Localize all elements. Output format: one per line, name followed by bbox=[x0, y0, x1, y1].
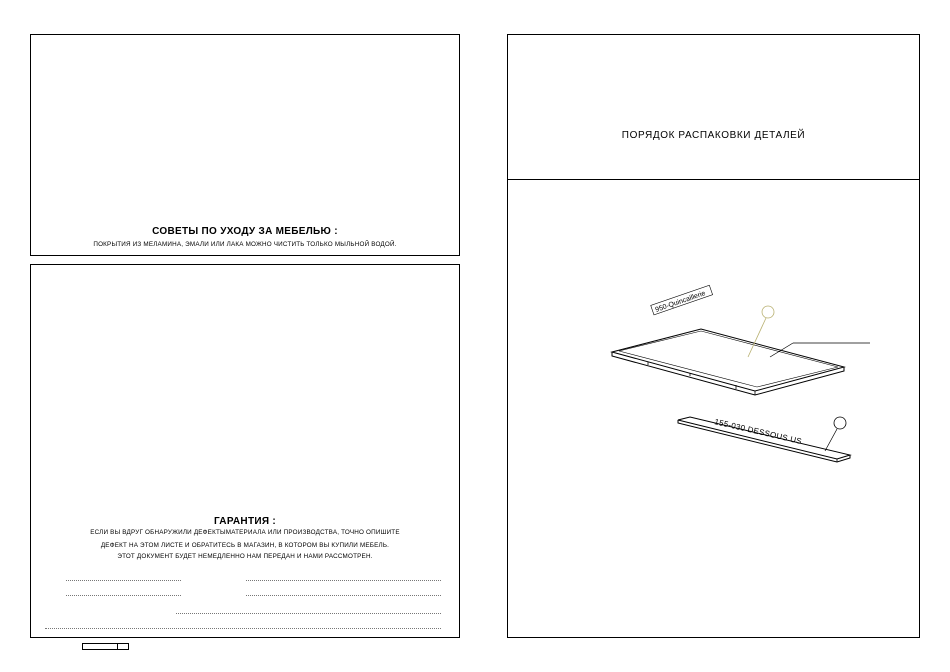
unpacking-panel bbox=[507, 34, 920, 638]
warranty-text-line: ЭТОТ ДОКУМЕНТ БУДЕТ НЕМЕДЛЕННО НАМ ПЕРЕДАН И НАМИ РАССМОТРЕН. bbox=[117, 553, 373, 560]
fill-line[interactable] bbox=[66, 595, 181, 596]
care-tips-text: ПОКРЫТИЯ ИЗ МЕЛАМИНА, ЭМАЛИ ИЛИ ЛАКА МОЖНО ЧИСТИТЬ ТОЛЬКО МЫЛЬНОЙ ВОДОЙ. bbox=[93, 241, 397, 248]
fill-line[interactable] bbox=[176, 613, 441, 614]
large-panel-part bbox=[612, 329, 844, 395]
warranty-title: ГАРАНТИЯ : bbox=[213, 516, 277, 527]
warranty-text-line: ДЕФЕКТ НА ЭТОМ ЛИСТЕ И ОБРАТИТЕСЬ В МАГАЗИН, В КОТОРОМ ВЫ КУПИЛИ МЕБЕЛЬ. bbox=[100, 542, 390, 549]
board-part-label-text: 155-030 DESSOUS US bbox=[713, 417, 803, 447]
fill-line[interactable] bbox=[246, 595, 441, 596]
footer-box-cell bbox=[117, 644, 118, 649]
warranty-panel bbox=[30, 264, 460, 638]
board-part-callout bbox=[825, 417, 846, 451]
top-part-label bbox=[651, 285, 713, 315]
footer-code-box bbox=[82, 643, 129, 650]
fill-line[interactable] bbox=[66, 580, 181, 581]
board-part bbox=[678, 417, 850, 462]
top-part-label-text: 950-Quincaillerie bbox=[654, 290, 707, 314]
top-part-callout bbox=[748, 306, 870, 357]
care-tips-title: СОВЕТЫ ПО УХОДУ ЗА МЕБЕЛЬЮ : bbox=[152, 226, 338, 237]
unpacking-title: ПОРЯДОК РАСПАКОВКИ ДЕТАЛЕЙ bbox=[621, 130, 806, 141]
unpacking-drawing bbox=[508, 35, 921, 639]
care-tips-panel bbox=[30, 34, 460, 256]
warranty-text-line: ЕСЛИ ВЫ ВДРУГ ОБНАРУЖИЛИ ДЕФЕКТЫМАТЕРИАЛА ИЛИ ПРОИЗВОДСТВА, ТОЧНО ОПИШИТЕ bbox=[90, 529, 400, 536]
fill-line[interactable] bbox=[246, 580, 441, 581]
fill-line[interactable] bbox=[45, 628, 441, 629]
